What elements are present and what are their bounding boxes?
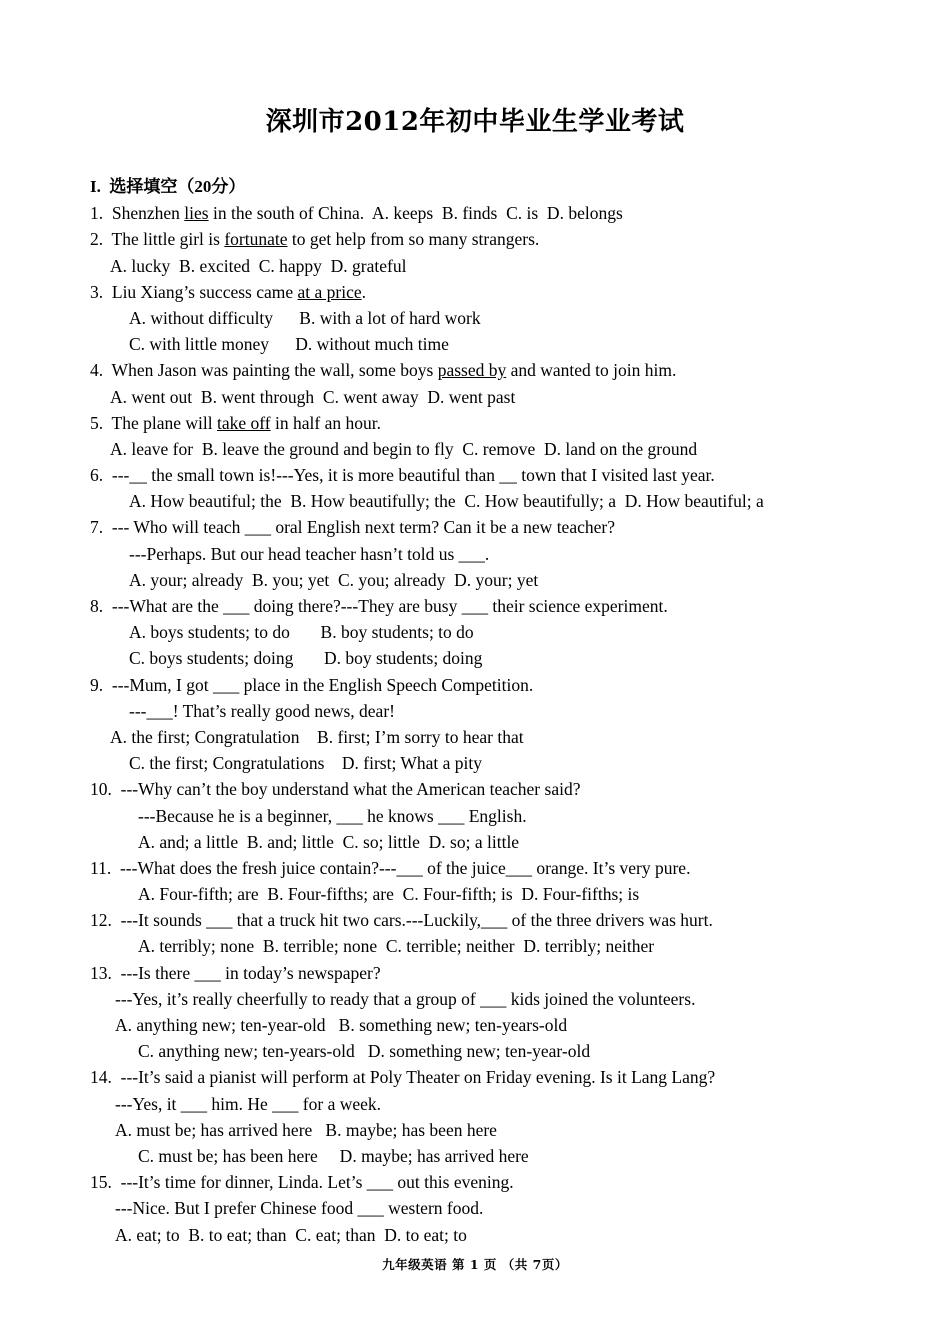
question-5-options: A. leave for B. leave the ground and begin to fly C. remove D. land on the ground bbox=[110, 438, 698, 459]
page-footer: 九年级英语 第 1 页 （共 7页） bbox=[382, 1257, 568, 1272]
question-11: 11. ---What does the fresh juice contain?---___ of the juice___ orange. It’s very pure. bbox=[90, 857, 691, 878]
question-14-stem-2: ---Yes, it ___ him. He ___ for a week. bbox=[115, 1093, 382, 1114]
question-8-options-2: C. boys students; doing D. boy students; doing bbox=[129, 648, 483, 669]
underlined-term: at a price bbox=[297, 281, 362, 302]
question-4-options: A. went out B. went through C. went away D. went past bbox=[110, 386, 516, 407]
question-15-stem-2: ---Nice. But I prefer Chinese food ___ western food. bbox=[115, 1198, 484, 1219]
question-6: 6. ---__ the small town is!---Yes, it is more beautiful than __ town that I visited last year. bbox=[90, 465, 715, 486]
question-9-options-1: A. the first; Congratulation B. first; I’m sorry to hear that bbox=[110, 726, 524, 747]
question-14: 14. ---It’s said a pianist will perform at Poly Theater on Friday evening. Is it Lang Lang? bbox=[90, 1067, 716, 1088]
question-list bbox=[90, 174, 930, 1248]
question-14-options-2: C. must be; has been here D. maybe; has arrived here bbox=[138, 1145, 529, 1166]
question-8-options-1: A. boys students; to do B. boy students; to do bbox=[129, 622, 474, 643]
question-10: 10. ---Why can’t the boy understand what the American teacher said? bbox=[90, 779, 581, 800]
underlined-term: lies bbox=[184, 203, 209, 224]
question-3-options-2: C. with little money D. without much time bbox=[129, 334, 449, 355]
question-9: 9. ---Mum, I got ___ place in the English Speech Competition. bbox=[90, 674, 534, 695]
underlined-term: take off bbox=[217, 412, 271, 433]
question-14-options-1: A. must be; has arrived here B. maybe; has been here bbox=[115, 1119, 497, 1140]
question-5: 5. The plane will take off in half an hour. bbox=[90, 412, 381, 433]
question-2-options: A. lucky B. excited C. happy D. grateful bbox=[110, 255, 407, 276]
question-13-options-1: A. anything new; ten-year-old B. something new; ten-years-old bbox=[115, 1015, 568, 1035]
question-4: 4. When Jason was painting the wall, some boys passed by and wanted to join him. bbox=[90, 360, 677, 381]
exam-title: 深圳市2012年初中毕业生学业考试 bbox=[265, 107, 685, 137]
underlined-term: passed by bbox=[437, 360, 507, 381]
question-9-stem-2: ---___! That’s really good news, dear! bbox=[129, 700, 395, 721]
question-1: 1. Shenzhen lies in the south of China. A. keeps B. finds C. is D. belongs bbox=[90, 203, 623, 224]
question-7-options: A. your; already B. you; yet C. you; already D. your; yet bbox=[129, 569, 539, 590]
question-7: 7. --- Who will teach ___ oral English next term? Can it be a new teacher? bbox=[90, 517, 615, 538]
question-10-options: A. and; a little B. and; little C. so; little D. so; a little bbox=[138, 831, 520, 852]
question-3: 3. Liu Xiang’s success came at a price. bbox=[90, 281, 367, 302]
question-9-options-2: C. the first; Congratulations D. first; What a pity bbox=[129, 753, 483, 774]
question-12: 12. ---It sounds ___ that a truck hit two cars.---Luckily,___ of the three drivers was hurt. bbox=[90, 910, 713, 931]
question-8: 8. ---What are the ___ doing there?---They are busy ___ their science experiment. bbox=[90, 596, 668, 616]
question-2: 2. The little girl is fortunate to get help from so many strangers. bbox=[90, 229, 540, 250]
question-13-options-2: C. anything new; ten-years-old D. something new; ten-year-old bbox=[138, 1041, 591, 1062]
question-13-stem-2: ---Yes, it’s really cheerfully to ready that a group of ___ kids joined the volunteers. bbox=[115, 988, 696, 1009]
underlined-term: fortunate bbox=[224, 229, 288, 250]
question-11-options: A. Four-fifth; are B. Four-fifths; are C. Four-fifth; is D. Four-fifths; is bbox=[138, 884, 640, 905]
question-15-options: A. eat; to B. to eat; than C. eat; than D. to eat; to bbox=[115, 1224, 467, 1245]
question-7-stem-2: ---Perhaps. But our head teacher hasn’t told us ___. bbox=[129, 543, 490, 564]
question-6-options: A. How beautiful; the B. How beautifully; the C. How beautifully; a D. How beautiful; a bbox=[129, 491, 764, 512]
question-10-stem-2: ---Because he is a beginner, ___ he knows ___ English. bbox=[138, 805, 527, 826]
question-13: 13. ---Is there ___ in today’s newspaper? bbox=[90, 962, 381, 983]
section-heading: I. 选择填空（20分） bbox=[90, 177, 246, 196]
question-15: 15. ---It’s time for dinner, Linda. Let’s ___ out this evening. bbox=[90, 1172, 514, 1193]
question-3-options-1: A. without difficulty B. with a lot of hard work bbox=[129, 307, 481, 328]
question-12-options: A. terribly; none B. terrible; none C. terrible; neither D. terribly; neither bbox=[138, 936, 655, 957]
